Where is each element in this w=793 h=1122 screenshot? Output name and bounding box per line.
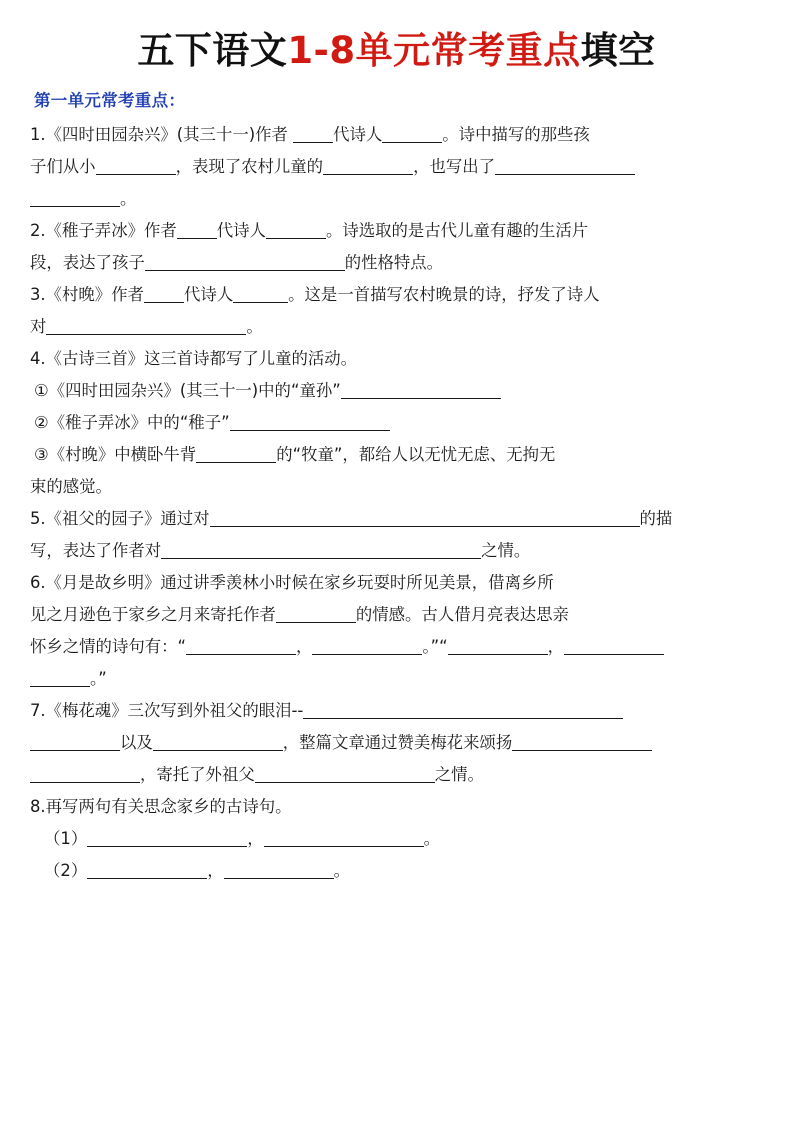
- q4-b: ②《稚子弄冰》中的“稚子”: [34, 412, 230, 432]
- q3-seg3: 。这是一首描写农村晚景的诗，抒发了诗人: [288, 284, 600, 304]
- question-8-line2: [44, 855, 763, 886]
- question-6-line2: [30, 599, 763, 630]
- blank-input[interactable]: [210, 508, 640, 527]
- q2-seg5: 的性格特点。: [344, 252, 444, 272]
- question-1-line2: [30, 151, 763, 182]
- question-6-line3: [30, 631, 763, 662]
- question-4: [30, 343, 763, 374]
- q4-c3: 束的感觉。: [30, 476, 112, 496]
- q8-line1-label: （1）: [44, 828, 88, 848]
- blank-input[interactable]: [448, 636, 548, 655]
- q4-c2: 的“牧童”，都给人以无忧无虑、无拘无: [276, 444, 556, 464]
- blank-input[interactable]: [30, 188, 120, 207]
- q1-seg5: ，表现了农村儿童的: [175, 156, 324, 176]
- blank-input[interactable]: [96, 156, 176, 175]
- blank-input[interactable]: [341, 380, 501, 399]
- question-5: [30, 503, 763, 534]
- blank-input[interactable]: [153, 732, 283, 751]
- question-4c-line2: [30, 471, 763, 502]
- blank-input[interactable]: [87, 860, 207, 879]
- q4-a: ①《四时田园杂兴》(其三十一)中的“童孙”: [34, 380, 341, 400]
- q7-seg5: 之情。: [434, 764, 484, 784]
- q5-seg1: 5.《祖父的园子》通过对: [30, 508, 210, 528]
- question-5-line2: [30, 535, 763, 566]
- blank-input[interactable]: [266, 220, 326, 239]
- questions-body: [30, 119, 763, 886]
- question-2: [30, 215, 763, 246]
- blank-input[interactable]: [186, 636, 296, 655]
- q5-seg4: 之情。: [481, 540, 531, 560]
- q8-seg1: 8.再写两句有关思念家乡的古诗句。: [30, 796, 292, 816]
- question-8: [30, 791, 763, 822]
- q7-seg2: 以及: [120, 732, 153, 752]
- blank-input[interactable]: [196, 444, 276, 463]
- blank-input[interactable]: [30, 764, 140, 783]
- q3-seg1: 3.《村晚》作者: [30, 284, 144, 304]
- blank-input[interactable]: [495, 156, 635, 175]
- q3-seg4: 对: [30, 316, 47, 336]
- blank-input[interactable]: [382, 124, 442, 143]
- q3-seg2: 代诗人: [183, 284, 234, 304]
- q4-seg1: 4.《古诗三首》这三首诗都写了儿童的活动。: [30, 348, 358, 368]
- blank-input[interactable]: [230, 412, 390, 431]
- blank-input[interactable]: [312, 636, 422, 655]
- title-part3: 填空: [580, 29, 656, 72]
- q6-seg4: 怀乡之情的诗句有：“: [30, 636, 187, 656]
- blank-input[interactable]: [255, 764, 435, 783]
- question-7-line2: [30, 727, 763, 758]
- q5-seg2: 的描: [639, 508, 673, 528]
- question-7: [30, 695, 763, 726]
- blank-input[interactable]: [564, 636, 664, 655]
- q6-seg8: 。”: [90, 668, 107, 688]
- q2-seg1: 2.《稚子弄冰》作者: [30, 220, 177, 240]
- q1-seg2: 代诗人: [333, 124, 383, 144]
- q7-seg4: ，寄托了外祖父: [140, 764, 255, 784]
- question-8-line1: [44, 823, 763, 854]
- q8-line2-sep: ，: [207, 860, 224, 880]
- title-part1: 五下语文: [137, 29, 288, 72]
- q1-seg3: 。诗中描写的那些孩: [442, 124, 590, 144]
- title-part2: 1-8单元常考重点: [287, 29, 581, 72]
- question-4a: [34, 375, 763, 406]
- blank-input[interactable]: [177, 220, 217, 239]
- q1-seg7: 。: [120, 188, 137, 208]
- blank-input[interactable]: [144, 284, 184, 303]
- question-1-line3: [30, 183, 763, 214]
- blank-input[interactable]: [276, 604, 356, 623]
- question-2-line2: [30, 247, 763, 278]
- q2-seg4: 段，表达了孩子: [30, 252, 145, 272]
- q1-seg1: 1.《四时田园杂兴》(其三十一)作者: [30, 124, 288, 144]
- q6-seg5: ，: [296, 636, 313, 656]
- blank-input[interactable]: [161, 540, 481, 559]
- q6-seg6: 。”“: [422, 636, 448, 656]
- blank-input[interactable]: [224, 860, 334, 879]
- q8-line2-label: （2）: [44, 860, 88, 880]
- q2-seg2: 代诗人: [216, 220, 266, 240]
- q8-line1-end: 。: [423, 828, 440, 848]
- section-heading: 第一单元常考重点：: [34, 90, 186, 110]
- blank-input[interactable]: [30, 668, 90, 687]
- blank-input[interactable]: [293, 124, 333, 143]
- page-title: [30, 30, 763, 73]
- q6-seg2: 见之月逊色于家乡之月来寄托作者: [30, 604, 276, 624]
- blank-input[interactable]: [233, 284, 288, 303]
- question-4c: [34, 439, 763, 470]
- q6-seg3: 的情感。古人借月亮表达思亲: [355, 604, 569, 624]
- blank-input[interactable]: [87, 828, 247, 847]
- q6-seg7: ，: [547, 636, 564, 656]
- q3-seg5: 。: [246, 316, 263, 336]
- blank-input[interactable]: [512, 732, 652, 751]
- q8-line1-sep: ，: [247, 828, 264, 848]
- q1-seg4: 子们从小: [30, 156, 96, 176]
- blank-input[interactable]: [145, 252, 345, 271]
- q8-line2-end: 。: [333, 860, 350, 880]
- question-7-line3: [30, 759, 763, 790]
- blank-input[interactable]: [264, 828, 424, 847]
- question-4b: [34, 407, 763, 438]
- blank-input[interactable]: [30, 732, 120, 751]
- q7-seg3: ，整篇文章通过赞美梅花来颂扬: [282, 732, 513, 752]
- question-6: [30, 567, 763, 598]
- q5-seg3: 写，表达了作者对: [30, 540, 162, 560]
- q4-c1: ③《村晚》中横卧牛背: [34, 444, 197, 464]
- q1-seg6: ，也写出了: [413, 156, 496, 176]
- question-3-line2: [30, 311, 763, 342]
- blank-input[interactable]: [46, 316, 246, 335]
- question-6-line4: [30, 663, 763, 694]
- q2-seg3: 。诗选取的是古代儿童有趣的生活片: [325, 220, 589, 240]
- question-3: [30, 279, 763, 310]
- q7-seg1: 7.《梅花魂》三次写到外祖父的眼泪--: [30, 700, 304, 720]
- blank-input[interactable]: [323, 156, 413, 175]
- q6-seg1: 6.《月是故乡明》通过讲季羡林小时候在家乡玩耍时所见美景，借离乡所: [30, 572, 554, 592]
- blank-input[interactable]: [303, 700, 623, 719]
- question-1: [30, 119, 763, 150]
